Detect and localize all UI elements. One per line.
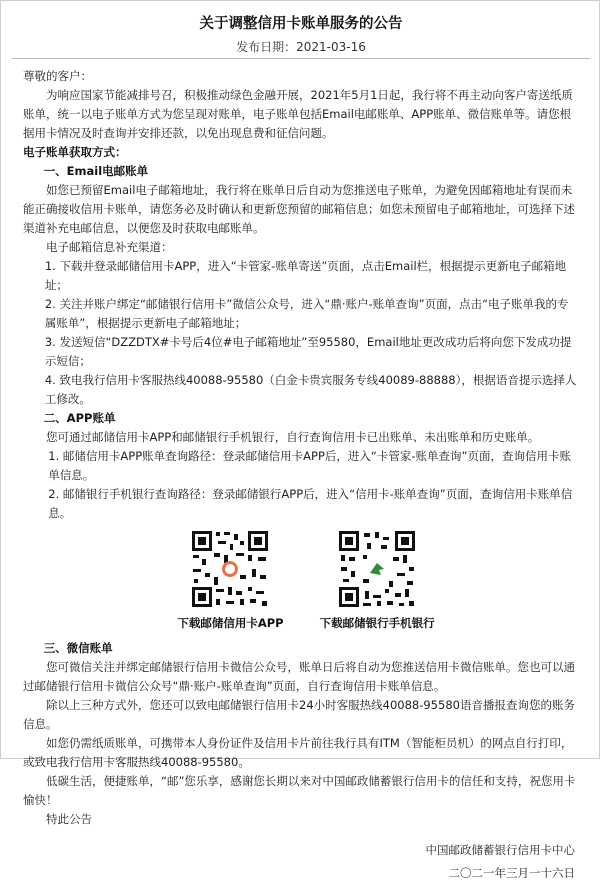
app-heading: 二、APP账单 <box>43 411 116 425</box>
qr-credit-card-app-label: 下载邮储信用卡APP <box>177 616 284 630</box>
qr-mobile-bank-app-label: 下载邮储银行手机银行 <box>319 616 435 630</box>
signature-org: 中国邮政储蓄银行信用卡中心 <box>425 843 575 857</box>
hotline-paragraph: 除以上三种方式外，您还可以致电邮储银行信用卡24小时客服热线40088-95580语音播报查询您的账务信息。 <box>23 698 575 731</box>
qr-mobile-bank-app <box>320 529 435 633</box>
qr-code-row <box>33 529 579 633</box>
qr-code-icon <box>337 529 417 609</box>
intro-paragraph: 为响应国家节能减排号召，积极推动绿色金融开展，2021年5月1日起，我行将不再主动向客户寄送纸质账单，统一以电子账单方式为您呈现对账单，电子账单包括Email电邮账单、APP账单、微信账单等。请您根据用卡情况及时查询并安排还款，以免出现息费和征信问题。 <box>23 88 573 140</box>
section-heading: 电子账单获取方式： <box>23 145 127 159</box>
email-heading: 一、Email电邮账单 <box>43 164 149 178</box>
wechat-heading: 三、微信账单 <box>43 641 113 655</box>
notice-body <box>23 67 579 883</box>
publish-date: 发布日期：2021-03-16 <box>236 40 366 54</box>
wechat-description: 您可微信关注并绑定邮储银行信用卡微信公众号，账单日后将自动为您推送信用卡微信账单。您也可以通过邮储银行信用卡微信公众号“鼎·账户-账单查询”页面，自行查询信用卡账单信息。 <box>23 660 575 693</box>
email-supplement-label: 电子邮箱信息补充渠道： <box>46 240 173 254</box>
app-path-2: 2. 邮储银行手机银行查询路径：登录邮储银行APP后，进入“信用卡-账单查询”页面，查询信用卡账单信息。 <box>48 487 573 520</box>
signature-date: 二〇二一年三月一十六日 <box>448 866 575 880</box>
email-channel-4: 4. 致电我行信用卡客服热线40088-95580（白金卡贵宾服务专线40089-88888），根据语音提示选择人工修改。 <box>44 373 577 406</box>
greeting: 尊敬的客户： <box>23 69 92 83</box>
app-description: 您可通过邮储信用卡APP和邮储银行手机银行，自行查询信用卡已出账单、未出账单和历史账单。 <box>46 430 540 444</box>
qr-credit-card-app <box>177 529 283 633</box>
qr-code-icon <box>190 529 270 609</box>
page-title: 关于调整信用卡账单服务的公告 <box>199 16 403 32</box>
app-path-1: 1. 邮储信用卡APP账单查询路径：登录邮储信用卡APP后，进入“卡管家-账单查询”页面，查询信用卡账单信息。 <box>48 449 571 482</box>
notice-ending: 特此公告 <box>46 812 92 826</box>
closing-paragraph: 低碳生活，便捷账单，“邮”您乐享，感谢您长期以来对中国邮政储蓄银行信用卡的信任和支持，祝您用卡愉快！ <box>23 774 576 807</box>
title-divider <box>12 58 590 59</box>
paper-bill-paragraph: 如您仍需纸质账单，可携带本人身份证件及信用卡片前往我行具有ITM（智能柜员机）的网点自行打印，或致电我行信用卡客服热线40088-95580。 <box>23 736 573 769</box>
email-description: 如您已预留Email电子邮箱地址，我行将在账单日后自动为您推送电子账单，为避免因邮箱地址有误而未能正确接收信用卡账单，请您务必及时确认和更新您预留的邮箱信息；如您未预留电子邮箱地址，可选择下述渠道补充电邮信息，以便您及时获取电邮账单。 <box>23 183 575 235</box>
email-channel-1: 1. 下载并登录邮储信用卡APP，进入“卡管家-账单寄送”页面，点击Email栏，根据提示更新电子邮箱地址； <box>44 259 567 292</box>
email-channel-2: 2. 关注并账户绑定“邮储银行信用卡”微信公众号，进入“鼎·账户-账单查询”页面，点击“电子账单我的专属账单”，根据提示更新电子邮箱地址； <box>44 297 569 330</box>
email-channel-3: 3. 发送短信“DZZDTX#卡号后4位#电子邮箱地址”至95580，Email地址更改成功后将向您下发成功提示短信； <box>44 335 572 368</box>
